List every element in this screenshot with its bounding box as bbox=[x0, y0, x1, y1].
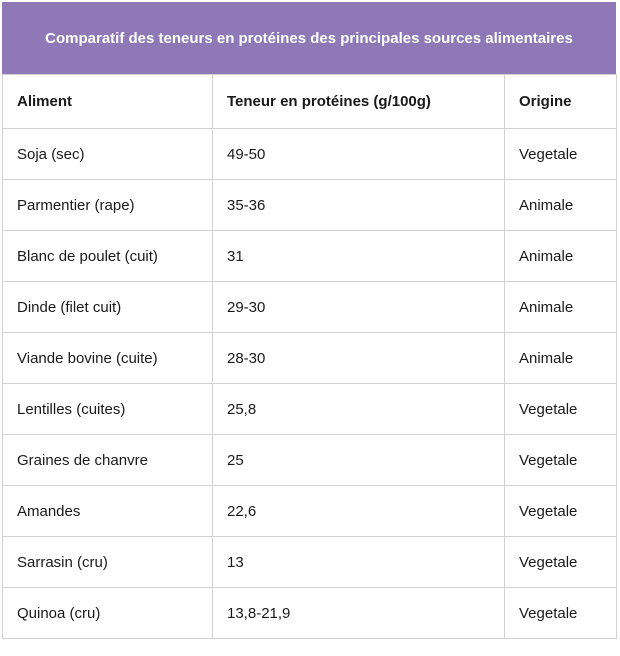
cell-origine: Vegetale bbox=[505, 129, 617, 180]
table-row bbox=[3, 282, 617, 333]
cell-aliment: Dinde (filet cuit) bbox=[3, 282, 213, 333]
cell-aliment: Graines de chanvre bbox=[3, 435, 213, 486]
cell-origine: Animale bbox=[505, 180, 617, 231]
cell-aliment: Lentilles (cuites) bbox=[3, 384, 213, 435]
cell-aliment: Soja (sec) bbox=[3, 129, 213, 180]
cell-origine: Vegetale bbox=[505, 384, 617, 435]
header-origine: Origine bbox=[505, 75, 617, 129]
table-row bbox=[3, 384, 617, 435]
cell-teneur: 29-30 bbox=[213, 282, 505, 333]
cell-origine: Vegetale bbox=[505, 537, 617, 588]
table-row bbox=[3, 537, 617, 588]
cell-aliment: Amandes bbox=[3, 486, 213, 537]
table-row bbox=[3, 333, 617, 384]
cell-teneur: 22,6 bbox=[213, 486, 505, 537]
cell-origine: Animale bbox=[505, 333, 617, 384]
cell-teneur: 13 bbox=[213, 537, 505, 588]
cell-teneur: 28-30 bbox=[213, 333, 505, 384]
cell-teneur: 49-50 bbox=[213, 129, 505, 180]
header-aliment: Aliment bbox=[3, 75, 213, 129]
cell-aliment: Parmentier (rape) bbox=[3, 180, 213, 231]
table-row bbox=[3, 129, 617, 180]
header-teneur: Teneur en protéines (g/100g) bbox=[213, 75, 505, 129]
table-row bbox=[3, 231, 617, 282]
cell-origine: Vegetale bbox=[505, 588, 617, 639]
cell-teneur: 25 bbox=[213, 435, 505, 486]
table-title: Comparatif des teneurs en protéines des principales sources alimentaires bbox=[2, 2, 616, 74]
protein-table-container bbox=[2, 2, 616, 639]
cell-origine: Vegetale bbox=[505, 435, 617, 486]
cell-aliment: Quinoa (cru) bbox=[3, 588, 213, 639]
table-row bbox=[3, 588, 617, 639]
cell-origine: Vegetale bbox=[505, 486, 617, 537]
table-row bbox=[3, 180, 617, 231]
cell-aliment: Sarrasin (cru) bbox=[3, 537, 213, 588]
cell-aliment: Blanc de poulet (cuit) bbox=[3, 231, 213, 282]
table-row bbox=[3, 435, 617, 486]
protein-table bbox=[2, 74, 617, 639]
cell-aliment: Viande bovine (cuite) bbox=[3, 333, 213, 384]
header-row bbox=[3, 75, 617, 129]
cell-teneur: 31 bbox=[213, 231, 505, 282]
cell-teneur: 35-36 bbox=[213, 180, 505, 231]
cell-origine: Animale bbox=[505, 231, 617, 282]
cell-origine: Animale bbox=[505, 282, 617, 333]
cell-teneur: 25,8 bbox=[213, 384, 505, 435]
table-row bbox=[3, 486, 617, 537]
cell-teneur: 13,8-21,9 bbox=[213, 588, 505, 639]
